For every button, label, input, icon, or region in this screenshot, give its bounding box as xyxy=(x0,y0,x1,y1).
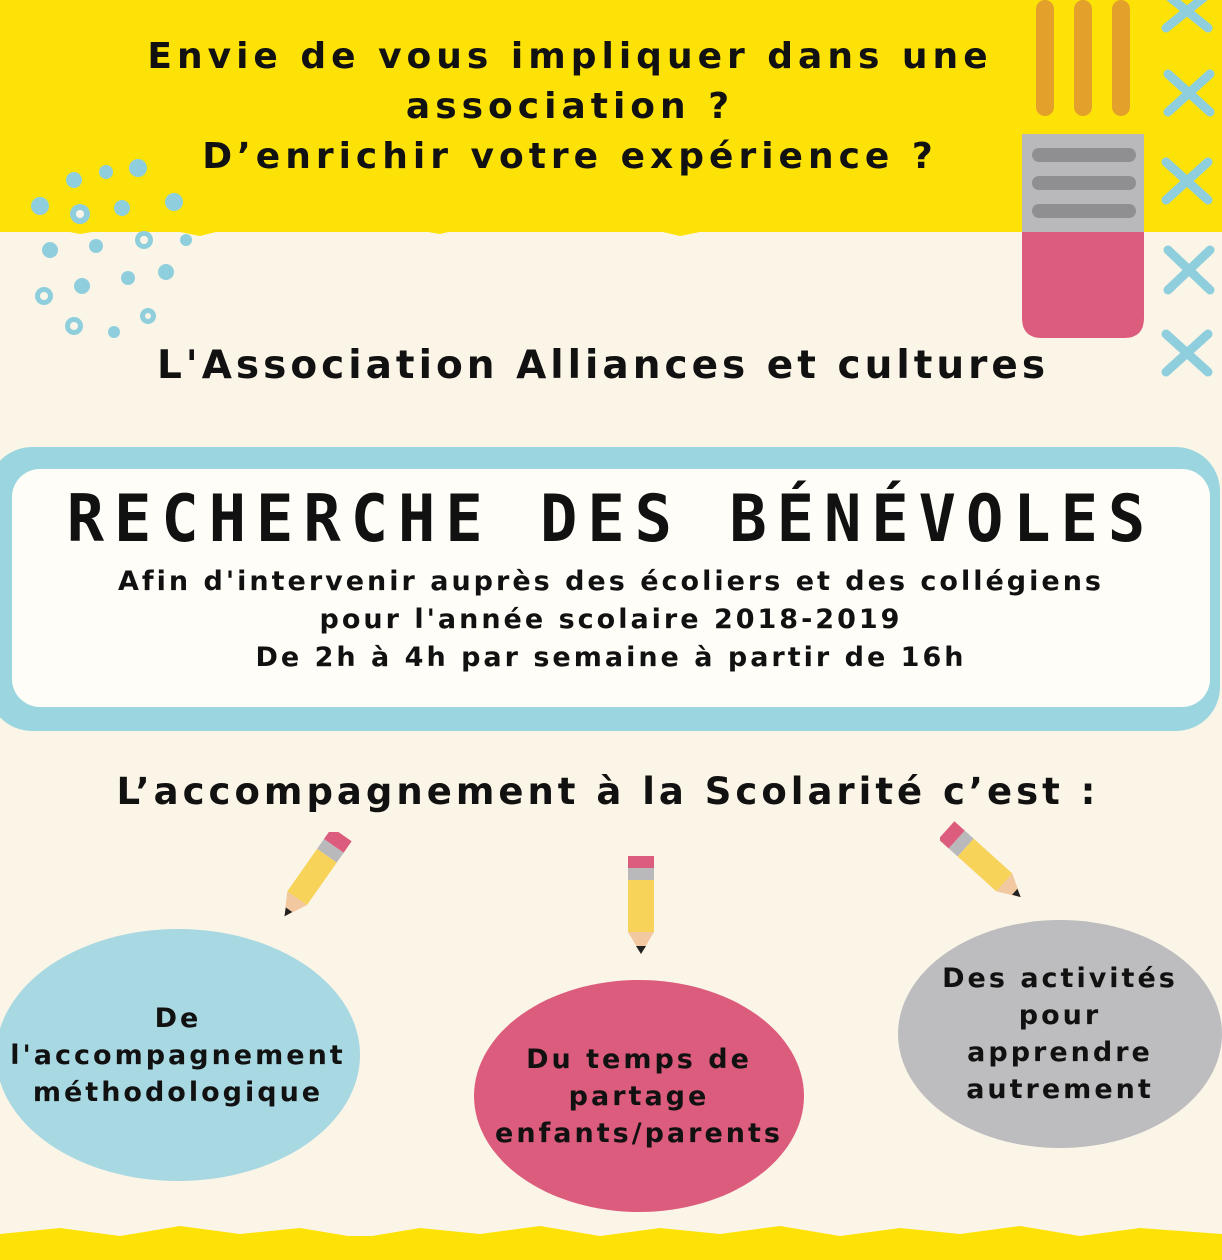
section-title: L’accompagnement à la Scolarité c’est : xyxy=(116,770,1100,813)
bubble-text: De xyxy=(154,1002,202,1034)
bubble-text: Du temps de xyxy=(526,1043,752,1075)
bubble-text: pour xyxy=(1018,1000,1102,1031)
paintbrush-icon xyxy=(1022,0,1146,342)
announcement-line-1: Afin d'intervenir auprès des écoliers et des collégiens xyxy=(118,566,1104,597)
pencil-icon xyxy=(624,856,658,956)
bubble-text: méthodologique xyxy=(32,1076,324,1108)
pencil-icon xyxy=(940,820,1030,910)
announcement-line-2: pour l'année scolaire 2018-2019 xyxy=(319,604,903,635)
announcement-line-3: De 2h à 4h par semaine à partir de 16h xyxy=(255,642,967,673)
bottom-banner-background xyxy=(0,1236,1222,1260)
bubble-text: apprendre xyxy=(967,1037,1153,1068)
intro-line-1: Envie de vous impliquer dans une xyxy=(147,36,993,77)
pencil-icon xyxy=(272,832,352,922)
intro-line-3: D’enrichir votre expérience ? xyxy=(202,136,938,177)
bubble-activities xyxy=(898,920,1222,1148)
bubble-text: Des activités xyxy=(942,963,1178,994)
bubble-text: partage xyxy=(568,1080,710,1112)
bubble-text: l'accompagnement xyxy=(10,1039,346,1071)
bubble-sharing-time xyxy=(474,980,804,1212)
bubble-methodology xyxy=(0,929,360,1181)
association-name: L'Association Alliances et cultures xyxy=(156,343,1050,388)
x-marks-decoration xyxy=(1156,0,1222,400)
announcement-details xyxy=(0,563,1222,677)
bubble-text: enfants/parents xyxy=(495,1117,783,1149)
bubble-text: autrement xyxy=(966,1074,1154,1105)
intro-question xyxy=(140,32,1000,182)
intro-line-2: association ? xyxy=(405,86,735,127)
announcement-title: RECHERCHE DES BÉNÉVOLES xyxy=(66,480,1156,557)
